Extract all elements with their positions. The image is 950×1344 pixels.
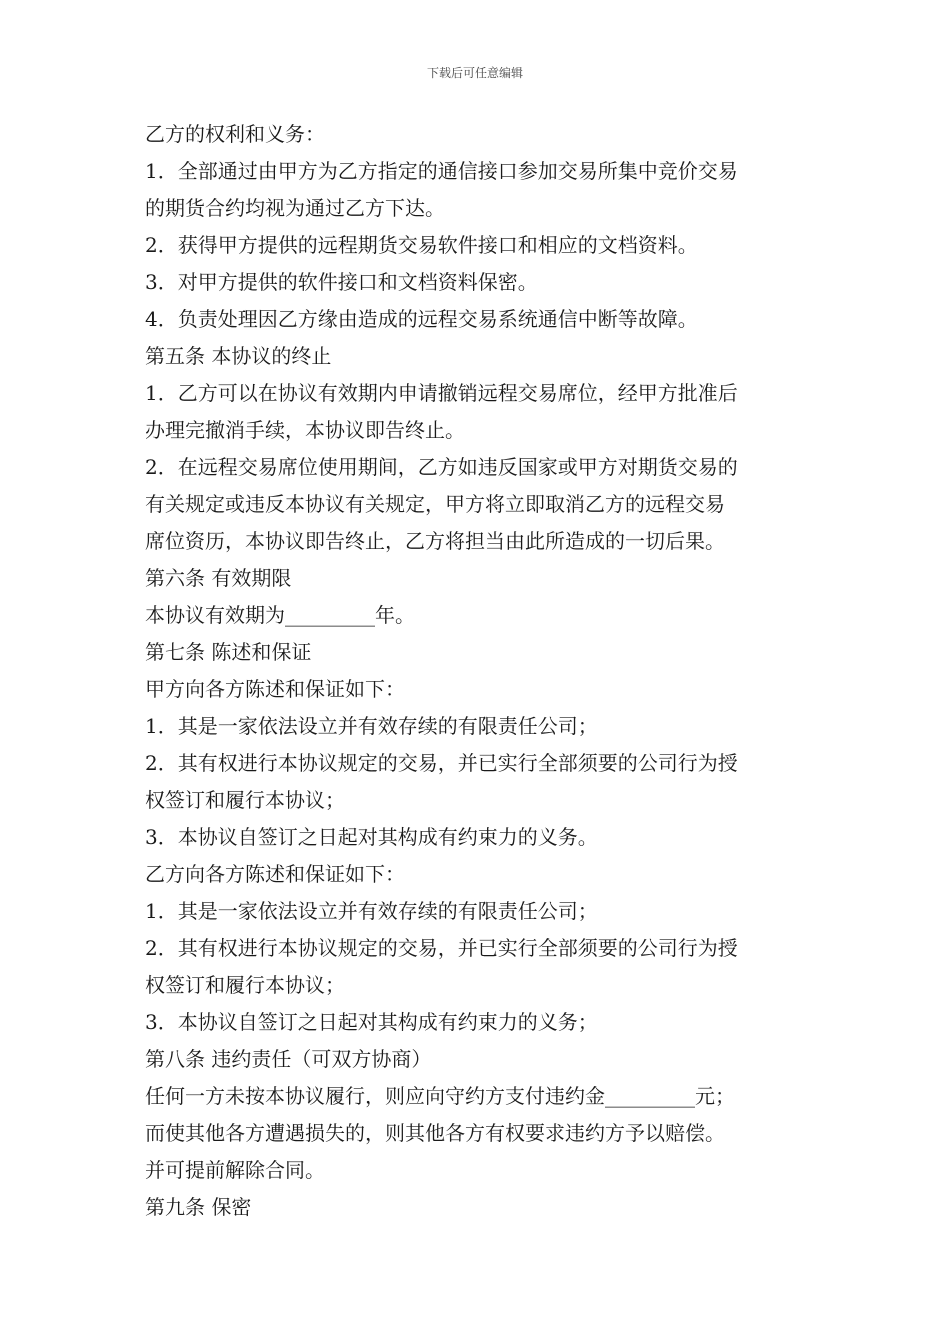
- text-line: 1．其是一家依法设立并有效存续的有限责任公司；: [145, 899, 598, 923]
- text-line: 权签订和履行本协议；: [145, 973, 345, 997]
- section-heading: 第六条 有效期限: [145, 566, 292, 590]
- text-line: 任何一方未按本协议履行，则应向守约方支付违约金_________元；: [145, 1084, 735, 1108]
- section-heading: 第五条 本协议的终止: [145, 344, 332, 368]
- section-heading: 第八条 违约责任（可双方协商）: [145, 1047, 432, 1071]
- section-heading: 第九条 保密: [145, 1195, 252, 1219]
- page-header: 下载后可任意编辑: [426, 66, 523, 80]
- text-line: 3．对甲方提供的软件接口和文档资料保密。: [145, 270, 538, 294]
- text-line: 2．获得甲方提供的远程期货交易软件接口和相应的文档资料。: [145, 233, 698, 257]
- text-line: 4．负责处理因乙方缘由造成的远程交易系统通信中断等故障。: [145, 307, 698, 331]
- text-line: 权签订和履行本协议；: [145, 788, 345, 812]
- text-line: 有关规定或违反本协议有关规定，甲方将立即取消乙方的远程交易: [145, 492, 725, 516]
- text-line: 1．全部通过由甲方为乙方指定的通信接口参加交易所集中竞价交易: [145, 159, 738, 183]
- text-line: 而使其他各方遭遇损失的，则其他各方有权要求违约方予以赔偿。: [145, 1121, 725, 1145]
- text-line: 办理完撤消手续，本协议即告终止。: [145, 418, 465, 442]
- text-line: 乙方的权利和义务：: [145, 122, 325, 146]
- text-line: 甲方向各方陈述和保证如下：: [145, 677, 405, 701]
- text-line: 席位资历，本协议即告终止，乙方将担当由此所造成的一切后果。: [145, 529, 725, 553]
- text-line: 1．乙方可以在协议有效期内申请撤销远程交易席位，经甲方批准后: [145, 381, 738, 405]
- text-line: 的期货合约均视为通过乙方下达。: [145, 196, 445, 220]
- text-line: 2．其有权进行本协议规定的交易，并已实行全部须要的公司行为授: [145, 751, 738, 775]
- text-line: 2．其有权进行本协议规定的交易，并已实行全部须要的公司行为授: [145, 936, 738, 960]
- section-heading: 第七条 陈述和保证: [145, 640, 312, 664]
- text-line: 1．其是一家依法设立并有效存续的有限责任公司；: [145, 714, 598, 738]
- text-line: 3．本协议自签订之日起对其构成有约束力的义务；: [145, 1010, 598, 1034]
- document-body: [145, 116, 810, 1226]
- text-line: 2．在远程交易席位使用期间，乙方如违反国家或甲方对期货交易的: [145, 455, 738, 479]
- text-line: 并可提前解除合同。: [145, 1158, 325, 1182]
- text-line: 3．本协议自签订之日起对其构成有约束力的义务。: [145, 825, 598, 849]
- text-line: 乙方向各方陈述和保证如下：: [145, 862, 405, 886]
- text-line: 本协议有效期为_________年。: [145, 603, 415, 627]
